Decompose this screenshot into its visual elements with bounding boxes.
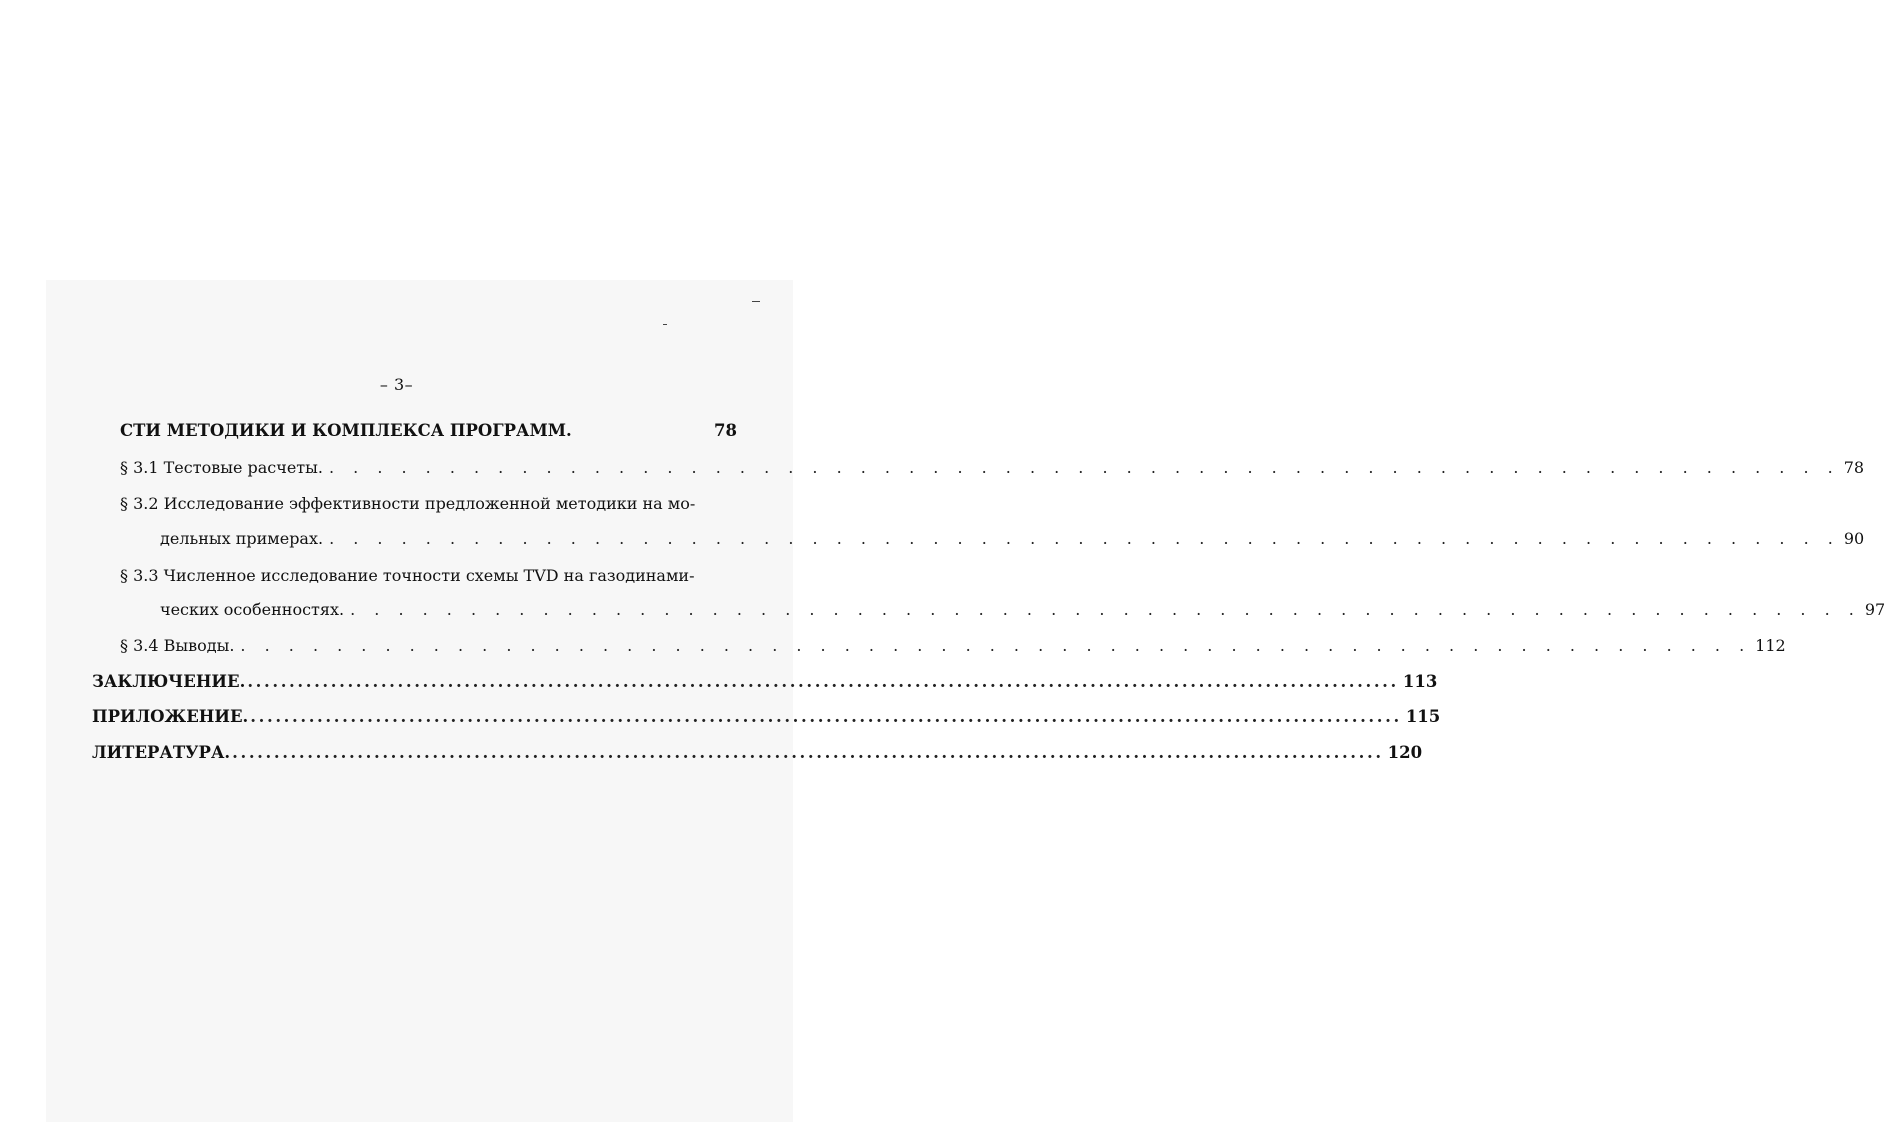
toc-leader: .......................................................................................................................................... [250,707,1402,726]
toc-leader: . . . . . . . . . . . . . . . . . . . . . . . . . . . . . . . . . . . . . . . . . . . . . . . . . . . . . . . . . . . . . . . [240,636,1752,655]
toc-entry-title: ЗАКЛЮЧЕНИЕ. [92,672,246,691]
toc-entry-references [92,743,1423,762]
toc-entry-title: ПРИЛОЖЕНИЕ. [92,707,249,726]
toc-entry-title: СТИ МЕТОДИКИ И КОМПЛЕКСА ПРОГРАММ. [120,421,572,440]
toc-entry-page: 90 [1843,529,1865,548]
toc-entry-section-3-3-line1: § 3.3 Численное исследование точности схемы TVD на газодинами- [120,566,695,585]
toc-entry-section-3-1 [120,458,1865,477]
toc-leader: .......................................................................................................................................... [247,672,1399,691]
toc-leader: . . . . . . . . . . . . . . . . . . . . . . . . . . . . . . . . . . . . . . . . . . . . . . . . . . . . . . . . . . . . . . . [350,600,1861,619]
toc-leader: .......................................................................................................................................... [232,743,1384,762]
toc-entry-title: § 3.1 Тестовые расчеты. [120,458,323,477]
toc-entry-chapter-3-continuation [120,421,737,440]
toc-leader: . . . . . . . . . . . . . . . . . . . . . . . . . . . . . . . . . . . . . . . . . . . . . . . . . . . . . . . . . . . . . . . [328,458,1840,477]
toc-entry-title: § 3.4 Выводы. [120,636,235,655]
toc-entry-page: 97 [1864,600,1885,619]
toc-entry-section-3-2-line1: § 3.2 Исследование эффективности предложенной методики на мо- [120,494,696,513]
toc-leader: . . . . . . . . . . . . . . . . . . . . . . . . . . . . . . . . . . . . . . . . . . . . . . . . . . . . . . . . . . . . . . . [329,529,1840,548]
scan-shading [46,280,793,1122]
toc-entry-title: ЛИТЕРАТУРА. [92,743,231,762]
toc-entry-page: 112 [1755,636,1786,655]
scan-speck [663,324,667,325]
toc-entry-section-3-4 [120,636,1786,655]
toc-entry-page: 115 [1405,707,1441,726]
toc-entry-title: дельных примерах. [160,529,324,548]
toc-entry-page: 78 [1843,458,1865,477]
toc-entry-section-3-3 [160,600,1885,619]
toc-entry-section-3-2 [160,529,1865,548]
toc-entry-page: 120 [1387,743,1423,762]
toc-entry-page: 113 [1402,672,1438,691]
page-number: – 3– [379,375,414,394]
toc-entry-appendix [92,707,1441,726]
scan-speck [752,301,760,302]
toc-entry-conclusion [92,672,1438,691]
toc-entry-page: 78 [714,421,737,440]
toc-entry-title: ческих особенностях. [160,600,345,619]
